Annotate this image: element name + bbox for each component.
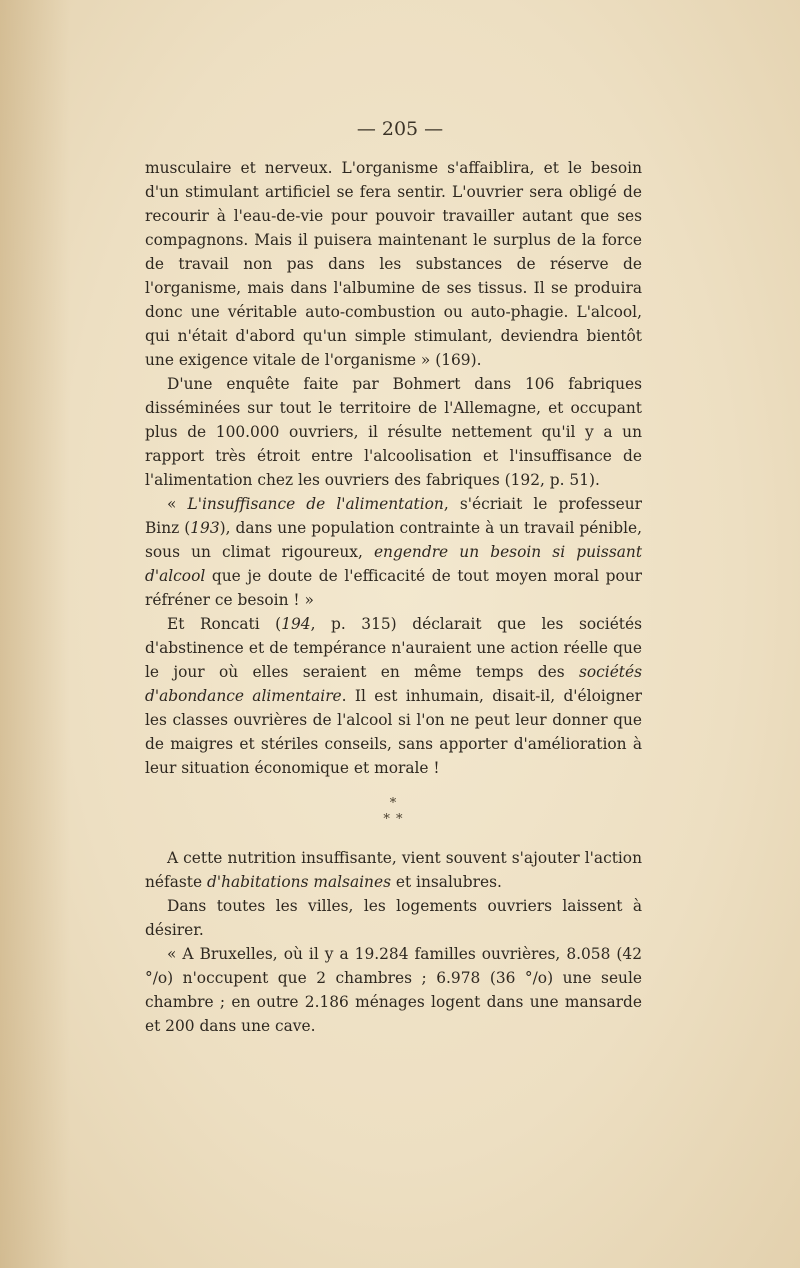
italic-text: 194 xyxy=(281,615,311,633)
text-segment: que je doute de l'efficacité de tout moyen moral pour réfréner ce besoin ! » xyxy=(145,567,642,609)
page-edge-shadow xyxy=(0,0,70,1268)
text-segment: ), dans une population contrainte à un travail pénible, sous un climat rigoureux, xyxy=(145,519,642,561)
paragraph: Dans toutes les villes, les logements ouvriers laissent à désirer. xyxy=(145,897,642,939)
paragraph: D'une enquête faite par Bohmert dans 106 fabriques disséminées sur tout le territoire de l'Allemagne, et occupant plus de 100.000 ouvriers, il résulte nettement qu'il y a un rapport très étroit entre l'alcoolisation et l'insuffisance de l'alimentation chez les ouvriers des fabriques (192, p. 51). xyxy=(145,375,642,489)
text-segment: et insalubres. xyxy=(390,873,502,891)
page-number: — 205 — xyxy=(356,118,444,140)
italic-text: sociétés d'abondance alimentaire xyxy=(145,663,642,705)
paragraph xyxy=(145,492,642,612)
italic-text: d'habitations malsaines xyxy=(206,873,391,891)
paragraph: « A Bruxelles, où il y a 19.284 familles ouvrières, 8.058 (42 °/o) n'occupent que 2 chambres ; 6.978 (36 °/o) une seule chambre ; en outre 2.186 ménages logent dans une mansarde et 200 dans une cave. xyxy=(145,945,642,1035)
text-segment: A cette nutrition insuffisante, vient souvent s'ajouter l'action néfaste xyxy=(145,849,642,891)
text-segment: , s'écriait le professeur Binz ( xyxy=(145,495,642,537)
paragraph xyxy=(145,846,642,894)
text-segment: Et Roncati ( xyxy=(167,615,282,633)
paragraph: musculaire et nerveux. L'organisme s'affaiblira, et le besoin d'un stimulant artificiel se fera sentir. L'ouvrier sera obligé de recourir à l'eau-de-vie pour pouvoir travailler autant que ses compagnons. Mais il puisera maintenant le surplus de la force de travail non pas dans les substances de réserve de l'organisme, mais dans l'albumine de ses tissus. Il se produira donc une véritable auto-combustion ou auto-phagie. L'alcool, qui n'était d'abord qu'un simple stimulant, deviendra bientôt une exigence vitale de l'organisme » (169). xyxy=(145,159,642,369)
italic-text: engendre un besoin si puissant d'alcool xyxy=(145,543,642,585)
body-text xyxy=(145,156,642,1038)
italic-text: L'insuffisance de l'alimentation xyxy=(187,495,444,513)
separator-star-bottom: * * xyxy=(383,812,404,827)
section-separator xyxy=(145,796,642,828)
paragraph xyxy=(145,612,642,780)
text-segment: , p. 315) déclarait que les sociétés d'abstinence et de tempérance n'auraient une action réelle que le jour où elles seraient en même temps des xyxy=(145,615,642,681)
text-segment: « xyxy=(167,495,188,513)
text-segment: . Il est inhumain, disait-il, d'éloigner les classes ouvrières de l'alcool si l'on ne peut leur donner que de maigres et stériles conseils, sans apporter d'amélioration à leur situation économique et morale ! xyxy=(145,687,642,777)
separator-star-top: * xyxy=(389,796,398,811)
italic-text: 193 xyxy=(190,519,220,537)
